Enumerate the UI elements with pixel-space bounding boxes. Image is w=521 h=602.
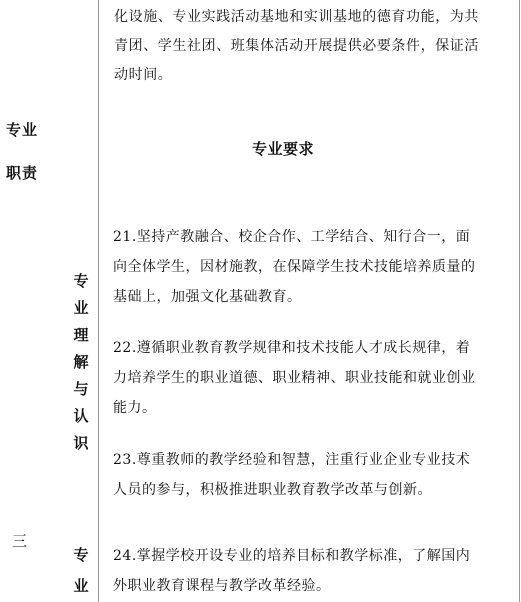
vertical-char: 与 — [73, 380, 89, 398]
text-line: 21.坚持产教融合、校企合作、工学结合、知行合一，面 — [113, 229, 471, 245]
text-line: 24.掌握学校开设专业的培养目标和教学标准，了解国内 — [113, 548, 471, 564]
section-heading: 专业要求 — [252, 140, 315, 158]
requirement-item-21 — [113, 222, 513, 312]
table-border-left — [98, 0, 99, 602]
vertical-char: 专 — [73, 272, 89, 290]
vertical-char: 识 — [73, 434, 89, 452]
text-line: 基础上，加强文化基础教育。 — [113, 289, 302, 305]
section3-vertical-label — [70, 540, 92, 602]
requirement-item-23 — [113, 445, 513, 505]
vertical-char: 理 — [73, 326, 89, 344]
section-number: 三 — [12, 532, 28, 550]
vertical-char: 业 — [73, 299, 89, 317]
text-line: 外职业教育课程与教学改革经验。 — [113, 578, 331, 594]
vertical-char: 解 — [73, 353, 89, 371]
section-label-line1: 专业 — [6, 121, 39, 139]
text-line: 能力。 — [113, 400, 157, 416]
text-line: 人员的参与，积极推进职业教育教学改革与创新。 — [113, 482, 432, 498]
subsection-vertical-label — [70, 268, 92, 457]
text-line: 23.尊重教师的教学经验和智慧，注重行业企业专业技术 — [113, 452, 471, 468]
vertical-char: 业 — [73, 577, 89, 595]
text-line: 动时间。 — [114, 67, 173, 83]
section-label-line2: 职责 — [6, 164, 39, 182]
text-line: 青团、学生社团、班集体活动开展提供必要条件，保证活 — [114, 38, 479, 54]
table-border-right — [519, 0, 520, 602]
text-line: 力培养学生的职业道德、职业精神、职业技能和就业创业 — [113, 370, 476, 386]
vertical-char: 认 — [73, 407, 89, 425]
text-line: 向全体学生，因材施教，在保障学生技术技能培养质量的 — [113, 259, 476, 275]
text-line: 22.遵循职业教育教学规律和技术技能人才成长规律，着 — [113, 340, 471, 356]
vertical-char: 专 — [73, 546, 89, 564]
requirement-item-22 — [113, 333, 513, 423]
text-line: 化设施、专业实践活动基地和实训基地的德育功能，为共 — [114, 9, 479, 25]
requirement-item-24 — [113, 541, 513, 601]
top-paragraph — [114, 3, 518, 90]
